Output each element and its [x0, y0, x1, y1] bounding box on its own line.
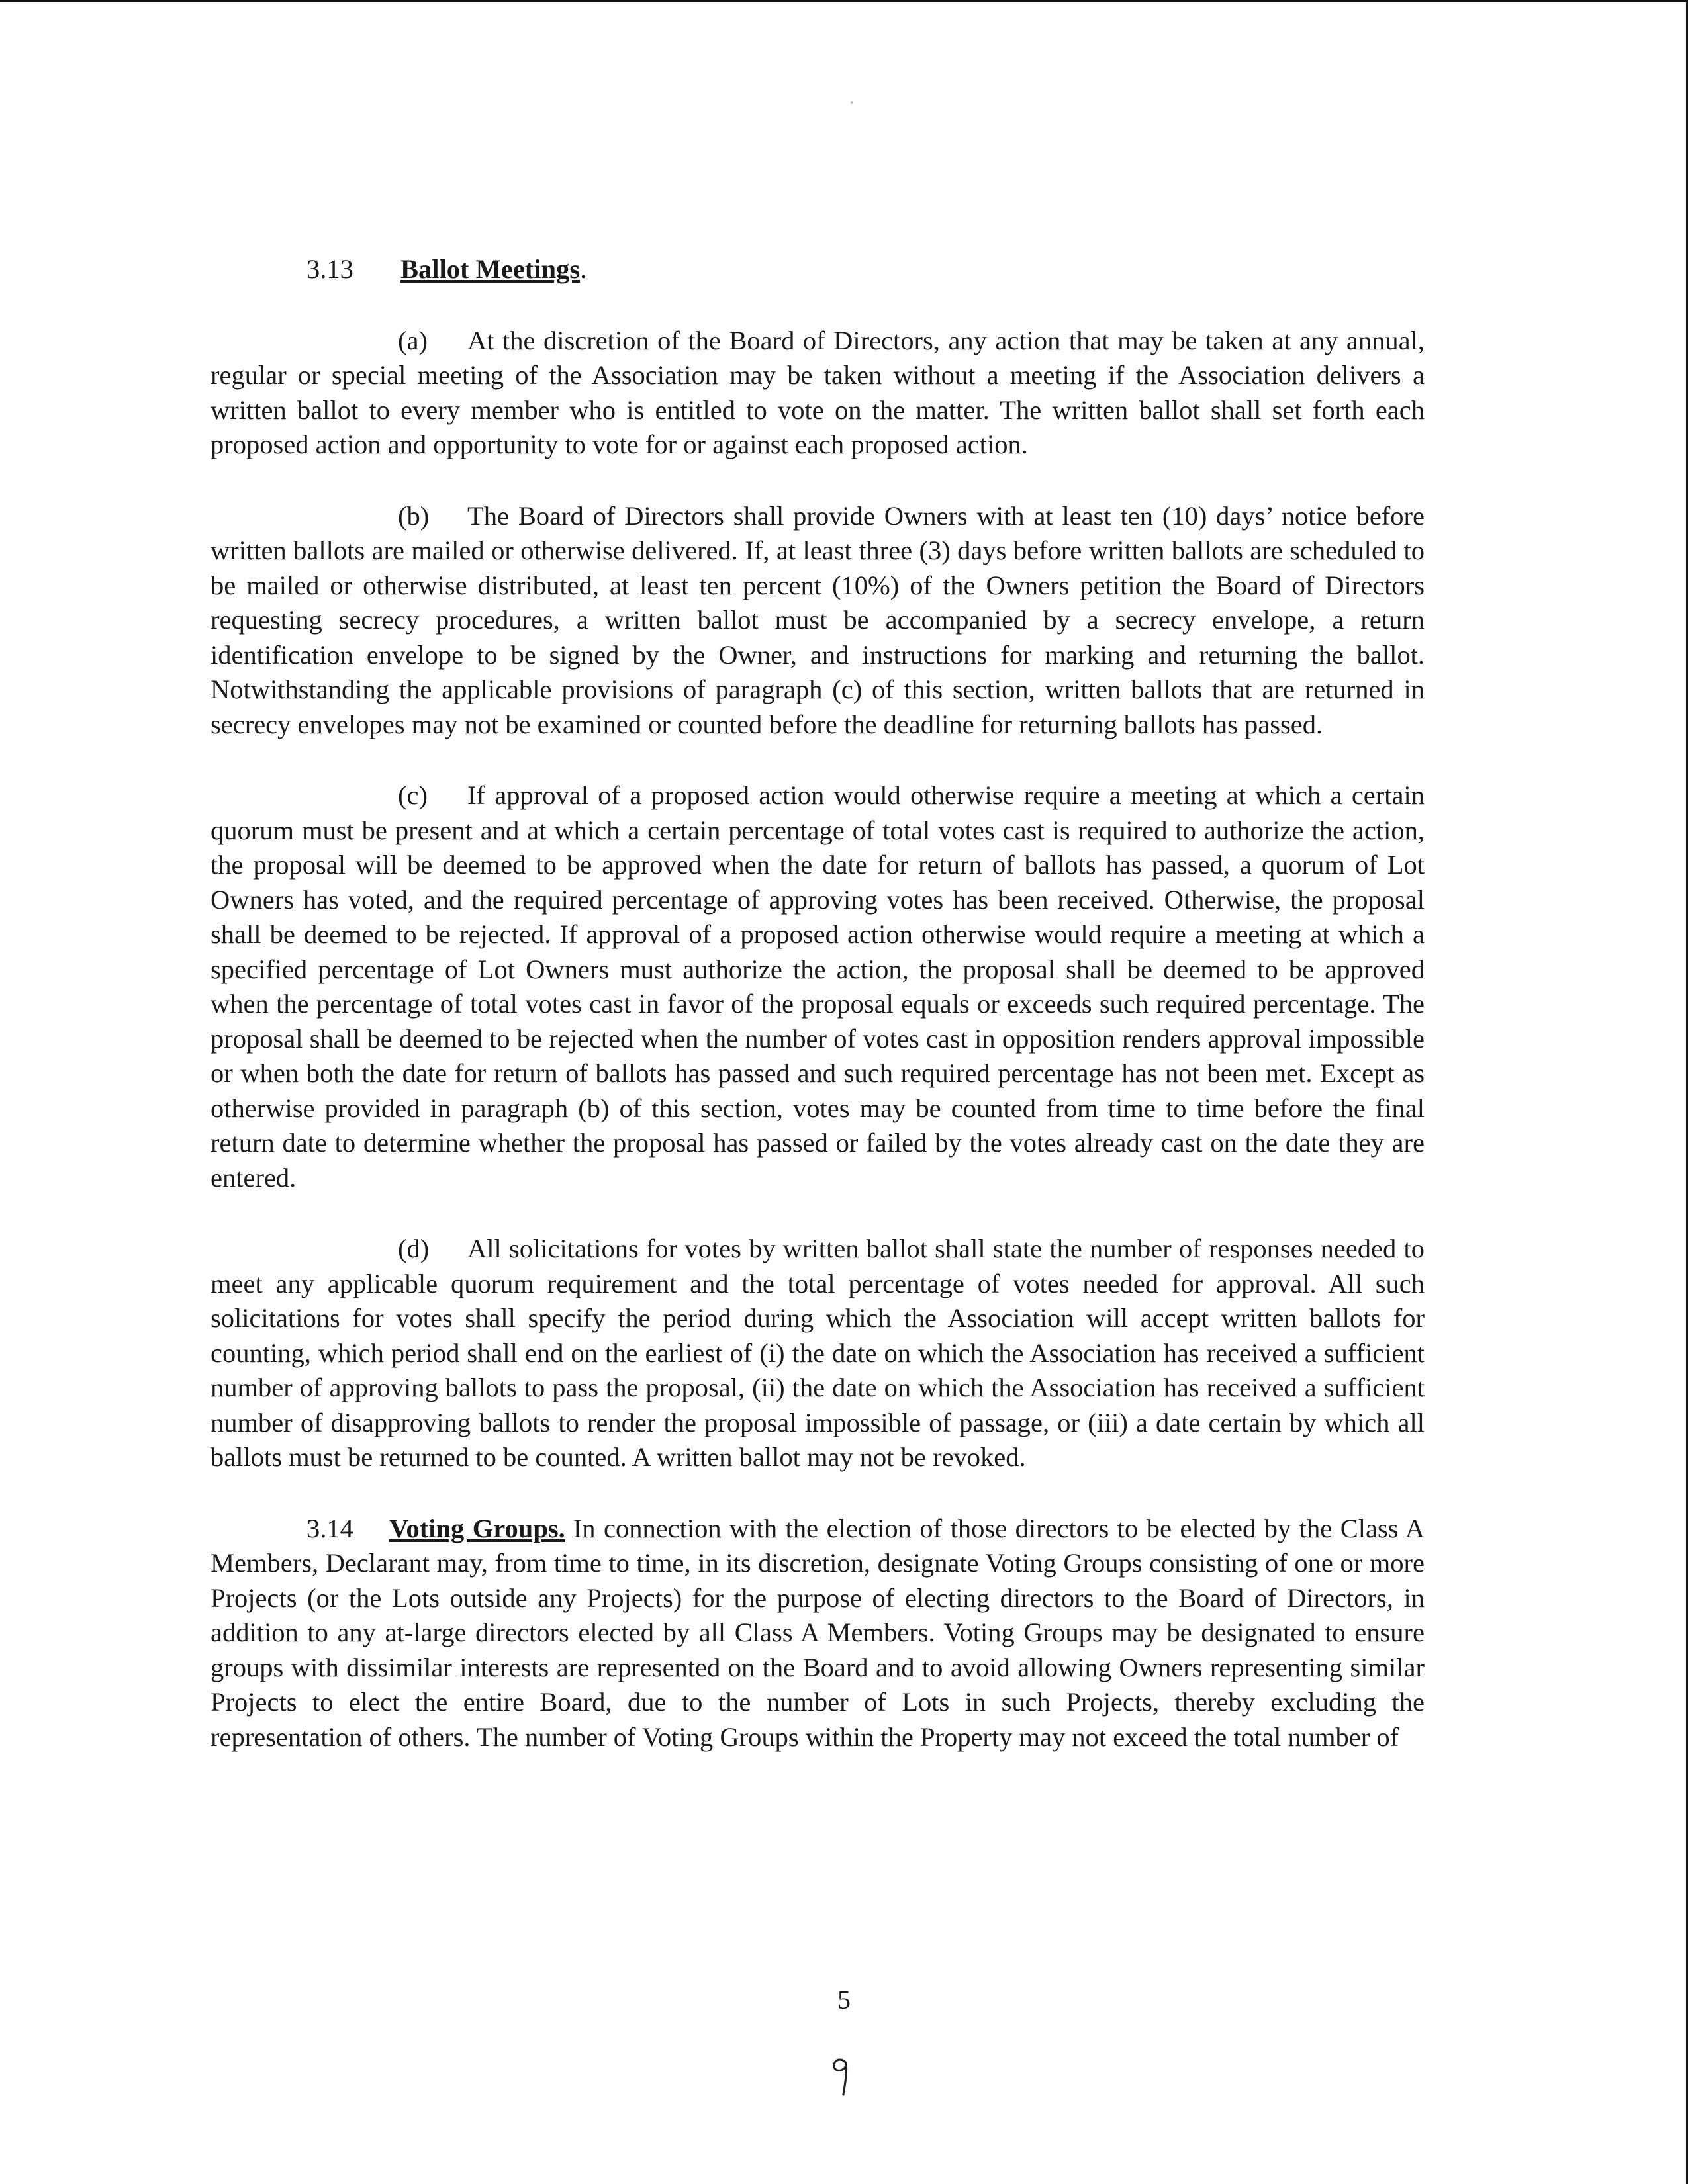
section-313-paragraph-c: [211, 778, 1425, 1195]
section-313-heading: [211, 252, 1425, 287]
section-313-number: 3.13: [306, 254, 353, 284]
section-314-text: In connection with the election of those directors to be elected by the Class A Members, Declarant may, from time to time, in its discretion, designate Voting Groups consisting of one or more Projects (or the Lots outside any Projects) for the purpose of electing directors to the Board of Directors, in addition to any at-large directors elected by all Class A Members. Voting Groups may be designated to ensure groups with dissimilar interests are represented on the Board and to avoid allowing Owners representing similar Projects to elect the entire Board, due to the number of Lots in such Projects, thereby excluding the representation of others. The number of Voting Groups within the Property may not exceed the total number of: [211, 1513, 1425, 1752]
paragraph-c-text: If approval of a proposed action would otherwise require a meeting at which a certain quorum must be present and at which a certain percentage of total votes cast is required to authorize the action, the proposal will be deemed to be approved when the date for return of ballots has passed, a quorum of Lot Owners has voted, and the required percentage of approving votes has been received. Otherwise, the proposal shall be deemed to be rejected. If approval of a proposed action otherwise would require a meeting at which a specified percentage of Lot Owners must authorize the action, the proposal shall be deemed to be approved when the percentage of total votes cast in favor of the proposal equals or exceeds such required percentage. The proposal shall be deemed to be rejected when the number of votes cast in opposition renders approval impossible or when both the date for return of ballots has passed and such required percentage has not been met. Except as otherwise provided in paragraph (b) of this section, votes may be counted from time to time before the final return date to determine whether the proposal has passed or failed by the votes already cast on the date they are entered.: [211, 780, 1425, 1193]
document-body: [211, 252, 1425, 1754]
section-313-title: Ballot Meetings: [400, 254, 581, 284]
page-number: 5: [837, 1985, 851, 2015]
handwritten-page-mark-icon: [827, 2054, 854, 2100]
section-314-title: Voting Groups.: [389, 1513, 565, 1543]
paragraph-b-label: (b): [398, 500, 430, 531]
paragraph-c-label: (c): [398, 780, 428, 810]
section-313-paragraph-a: [211, 324, 1425, 463]
section-313-title-period: .: [580, 254, 587, 284]
section-313-paragraph-b: [211, 499, 1425, 743]
section-314-number: 3.14: [306, 1513, 353, 1543]
section-314-paragraph: [211, 1512, 1425, 1755]
paragraph-b-text: The Board of Directors shall provide Owners with at least ten (10) days’ notice before written ballots are mailed or otherwise delivered. If, at least three (3) days before written ballots are scheduled to be mailed or otherwise distributed, at least ten percent (10%) of the Owners petition the Board of Directors requesting secrecy procedures, a written ballot must be accompanied by a secrecy envelope, a return identification envelope to be signed by the Owner, and instructions for marking and returning the ballot. Notwithstanding the applicable provisions of paragraph (c) of this section, written ballots that are returned in secrecy envelopes may not be examined or counted before the deadline for returning ballots has passed.: [211, 500, 1425, 739]
paragraph-d-label: (d): [398, 1234, 430, 1263]
section-313-paragraph-d: [211, 1232, 1425, 1475]
paragraph-a-label: (a): [398, 325, 428, 355]
paragraph-d-text: All solicitations for votes by written ballot shall state the number of responses needed to meet any applicable quorum requirement and the total percentage of votes needed for approval. All such solicitations for votes shall specify the period during which the Association will accept written ballots for counting, which period shall end on the earliest of (i) the date on which the Association has received a sufficient number of approving ballots to pass the proposal, (ii) the date on which the Association has received a sufficient number of disapproving ballots to render the proposal impossible of passage, or (iii) a date certain by which all ballots must be returned to be counted. A written ballot may not be revoked.: [211, 1234, 1425, 1472]
paragraph-a-text: At the discretion of the Board of Directors, any action that may be taken at any annual, regular or special meeting of the Association may be taken without a meeting if the Association delivers a written ballot to every member who is entitled to vote on the matter. The written ballot shall set forth each proposed action and opportunity to vote for or against each proposed action.: [211, 325, 1425, 459]
scan-speck: [851, 101, 853, 104]
